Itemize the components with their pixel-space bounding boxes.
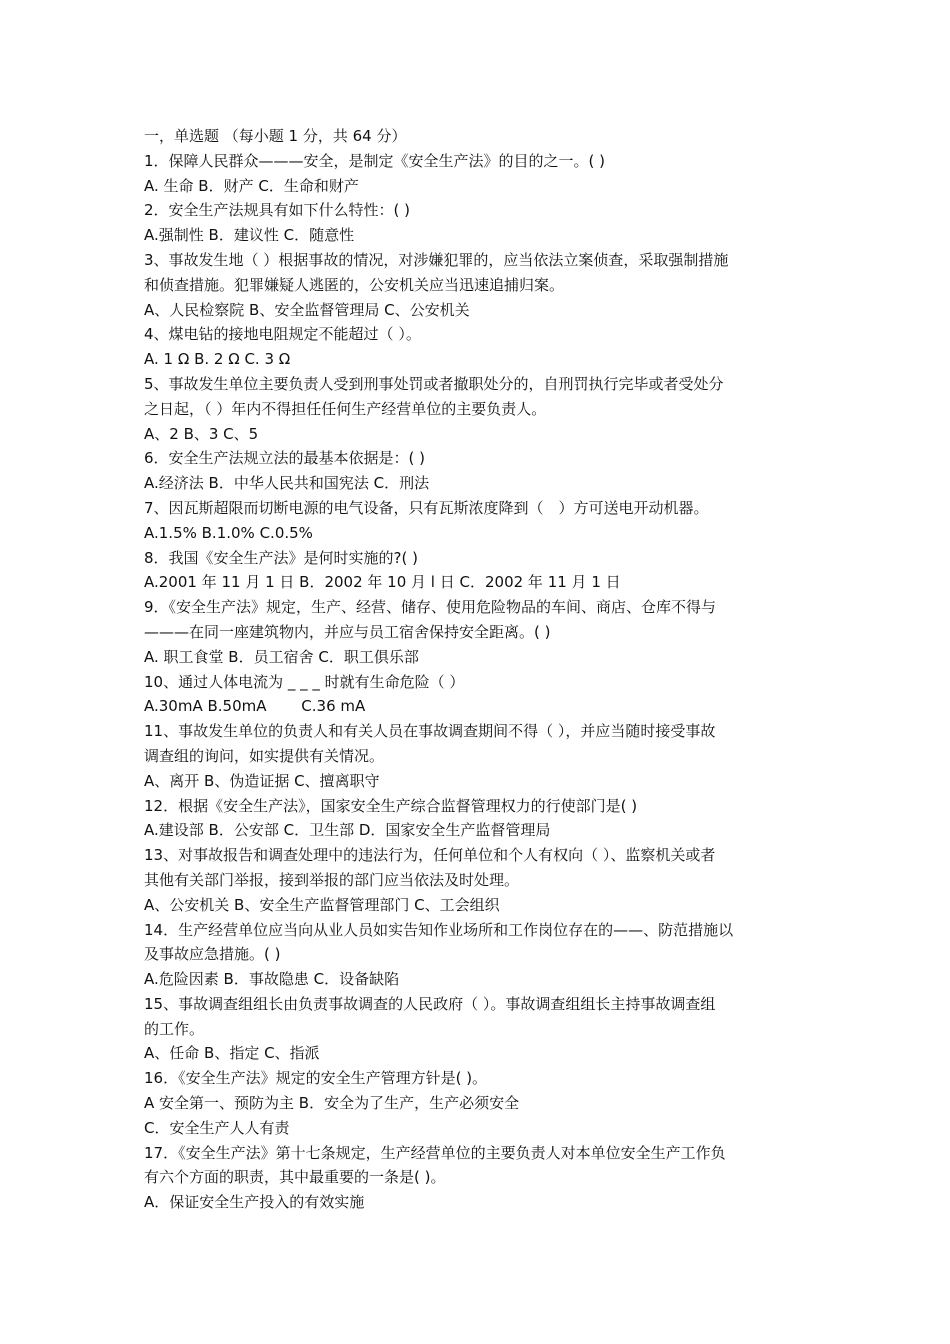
question-5-line-2: 之日起，（ ）年内不得担任任何生产经营单位的主要负责人。 [144, 399, 547, 418]
options-12: A.建设部 B．公安部 C．卫生部 D．国家安全生产监督管理局 [144, 821, 551, 840]
question-5-line-1: 5、事故发生单位主要负责人受到刑事处罚或者撤职处分的，自刑罚执行完毕或者受处分 [144, 374, 724, 393]
document-page [144, 124, 812, 1215]
options-3: A、人民检察院 B、安全监督管理局 C、公安机关 [144, 300, 470, 319]
options-5: A、2 B、3 C、5 [144, 424, 259, 443]
question-12: 12．根据《安全生产法》，国家安全生产综合监督管理权力的行使部门是( ) [144, 796, 638, 815]
question-9-line-2: ———在同一座建筑物内，并应与员工宿舍保持安全距离。( ) [144, 622, 551, 641]
question-14-line-2: 及事故应急措施。( ) [144, 945, 281, 964]
options-10: A.30mA B.50mA C.36 mA [144, 697, 366, 716]
options-16-line-2: C．安全生产人人有责 [144, 1118, 290, 1137]
options-2: A.强制性 B．建议性 C．随意性 [144, 226, 355, 245]
question-9-line-1: 9．《安全生产法》规定，生产、经营、储存、使用危险物品的车间、商店、仓库不得与 [144, 598, 717, 617]
question-3-line-1: 3、事故发生地（ ）根据事故的情况，对涉嫌犯罪的，应当依法立案侦查，采取强制措施 [144, 250, 729, 269]
question-11-line-1: 11、事故发生单位的负责人和有关人员在事故调查期间不得（ ），并应当随时接受事故 [144, 722, 716, 741]
question-11-line-2: 调查组的询问，如实提供有关情况。 [144, 746, 385, 765]
question-10: 10、通过人体电流为 _ _ _ 时就有生命危险（ ） [144, 672, 465, 691]
question-7: 7、因瓦斯超限而切断电源的电气设备，只有瓦斯浓度降到（ ）方可送电开动机器。 [144, 498, 709, 517]
options-17-line-1: A．保证安全生产投入的有效实施 [144, 1193, 365, 1212]
question-3-line-2: 和侦查措施。犯罪嫌疑人逃匿的，公安机关应当迅速追捕归案。 [144, 275, 565, 294]
question-6: 6．安全生产法规立法的最基本依据是：( ) [144, 449, 426, 468]
question-8: 8．我国《安全生产法》是何时实施的?( ) [144, 548, 418, 567]
options-13: A、公安机关 B、安全生产监督管理部门 C、工会组织 [144, 895, 500, 914]
question-15-line-2: 的工作。 [144, 1019, 205, 1038]
options-11: A、离开 B、伪造证据 C、擅离职守 [144, 771, 380, 790]
options-15: A、任命 B、指定 C、指派 [144, 1044, 320, 1063]
options-6: A.经济法 B．中华人民共和国宪法 C．刑法 [144, 474, 430, 493]
question-1: 1．保障人民群众———安全，是制定《安全生产法》的目的之一。( ) [144, 151, 606, 170]
options-14: A.危险因素 B．事故隐患 C．设备缺陷 [144, 970, 400, 989]
question-4: 4、煤电钻的接地电阻规定不能超过（ ）。 [144, 325, 421, 344]
question-17-line-1: 17．《安全生产法》第十七条规定，生产经营单位的主要负责人对本单位安全生产工作负 [144, 1143, 726, 1162]
options-9: A. 职工食堂 B．员工宿舍 C．职工俱乐部 [144, 647, 419, 666]
question-13-line-1: 13、对事故报告和调查处理中的违法行为，任何单位和个人有权向（ ）、监察机关或者 [144, 846, 716, 865]
question-15-line-1: 15、事故调查组组长由负责事故调查的人民政府（ ）。事故调查组组长主持事故调查组 [144, 994, 716, 1013]
options-8: A.2001 年 11 月 1 日 B．2002 年 10 月 l 日 C．2002 年 11 月 1 日 [144, 573, 621, 592]
options-7: A.1.5% B.1.0% C.0.5% [144, 523, 313, 542]
question-17-line-2: 有六个方面的职责，其中最重要的一条是( )。 [144, 1168, 446, 1187]
question-16: 16．《安全生产法》规定的安全生产管理方针是( )。 [144, 1069, 488, 1088]
section-heading: 一，单选题 （每小题 1 分，共 64 分） [144, 127, 407, 145]
question-2: 2．安全生产法规具有如下什么特性：( ) [144, 201, 411, 220]
options-1: A. 生命 B．财产 C．生命和财产 [144, 176, 359, 195]
options-16-line-1: A 安全第一、预防为主 B．安全为了生产，生产必须安全 [144, 1094, 520, 1113]
question-13-line-2: 其他有关部门举报，接到举报的部门应当依法及时处理。 [144, 870, 520, 889]
options-4: A. 1 Ω B. 2 Ω C. 3 Ω [144, 350, 291, 369]
question-14-line-1: 14．生产经营单位应当向从业人员如实告知作业场所和工作岗位存在的——、防范措施以 [144, 920, 734, 939]
